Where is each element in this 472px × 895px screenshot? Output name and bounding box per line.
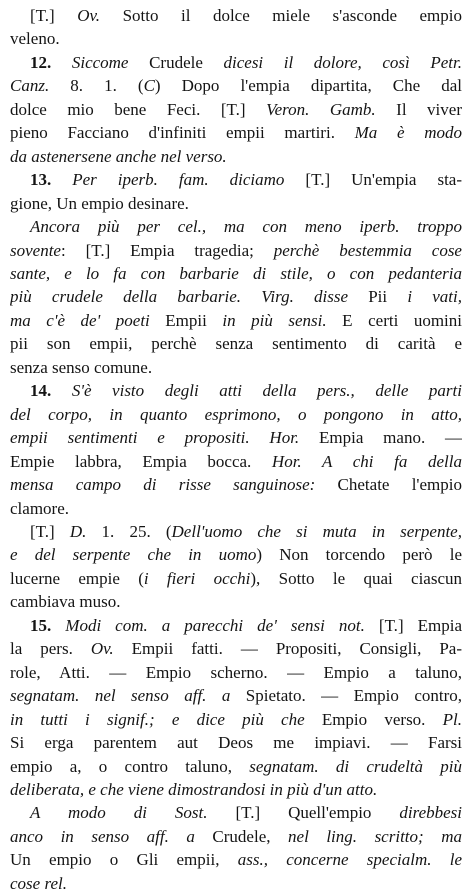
text-segment: Empia mano. — xyxy=(299,428,462,448)
text-segment: D. xyxy=(69,521,87,541)
text-segment: Si erga parentem aut Deos me impiavi. — Farsi xyxy=(10,733,462,753)
text-line xyxy=(10,215,462,238)
text-segment: ] xyxy=(49,6,78,25)
text-segment: Spietato. — Empio contro, xyxy=(230,686,462,706)
text-line xyxy=(10,614,462,637)
text-segment: ] xyxy=(239,99,267,119)
text-segment: Ma è modo xyxy=(354,123,462,143)
text-segment: [ xyxy=(207,803,242,823)
text-segment: i vati, xyxy=(407,287,462,307)
text-line xyxy=(10,637,462,660)
text-segment: segnatam. di crudeltà più xyxy=(249,756,462,776)
text-segment: i fieri occhi xyxy=(143,568,251,588)
section-number: 13. xyxy=(30,170,52,190)
text-segment: Canz. xyxy=(10,76,50,96)
text-line xyxy=(10,309,462,332)
section-number: 15. xyxy=(30,615,52,635)
text-segment: Empii fatti. — Propositi, Consigli, Pa- xyxy=(113,639,462,659)
text-segment: deliberata, e che viene dimostrandosi in più d'un atto. xyxy=(10,779,378,799)
text-line xyxy=(10,450,462,473)
text-segment: C xyxy=(143,76,155,96)
text-segment: Dell'uomo che si muta in serpente, xyxy=(171,521,462,541)
text-segment xyxy=(51,170,72,189)
text-line xyxy=(10,778,462,801)
text-segment: S'è visto degli atti della pers., delle parti xyxy=(71,381,462,401)
text-segment: ] Empia xyxy=(397,615,462,635)
text-segment: Per iperb. fam. diciamo xyxy=(72,170,285,190)
text-line xyxy=(10,708,462,731)
text-line xyxy=(10,27,462,50)
text-segment: role, Atti. — Empio scherno. — Empio a taluno, xyxy=(10,662,462,682)
text-segment: empii sentimenti e propositi. Hor. xyxy=(10,428,300,448)
text-segment: [ xyxy=(30,6,36,25)
text-segment: [ xyxy=(284,170,312,190)
text-line xyxy=(10,801,462,824)
text-segment: Il viver xyxy=(375,99,462,119)
text-segment: anco in senso aff. a xyxy=(10,826,195,846)
text-segment: sovente xyxy=(10,240,61,260)
text-segment: in più sensi. xyxy=(222,310,327,330)
text-line xyxy=(10,168,462,191)
text-segment: Hor. A chi fa della xyxy=(271,451,462,471)
text-segment: sante, e lo fa con barbarie di stile, o con pedanteria xyxy=(10,263,462,283)
text-segment: ] Empia tragedia; xyxy=(104,240,274,260)
text-segment: del corpo, in quanto esprimono, o pongono in atto, xyxy=(10,404,462,424)
text-segment: segnatam. nel senso aff. a xyxy=(10,686,231,706)
tommaseo-mark: T. xyxy=(311,170,325,190)
text-line xyxy=(10,74,462,97)
text-segment xyxy=(51,53,72,72)
text-segment xyxy=(51,381,72,400)
text-line xyxy=(10,543,462,566)
text-segment: Crudele, xyxy=(194,826,289,846)
text-segment: cose rel. xyxy=(10,873,67,893)
text-segment: Modi com. a parecchi de' sensi not. xyxy=(65,615,365,635)
text-line xyxy=(10,684,462,707)
text-segment: empio a, o contro taluno, xyxy=(10,756,250,776)
text-line xyxy=(10,520,462,543)
text-segment: perchè bestemmia cose xyxy=(273,240,462,260)
text-segment: in tutti i signif.; e dice più che xyxy=(10,709,305,729)
text-segment xyxy=(51,616,65,635)
entry-text xyxy=(10,4,462,895)
text-line xyxy=(10,590,462,613)
text-segment: : [ xyxy=(60,240,92,260)
text-line xyxy=(10,567,462,590)
text-segment: Empio verso. xyxy=(304,709,443,729)
text-line xyxy=(10,51,462,74)
text-segment: lucerne empie ( xyxy=(10,568,144,588)
text-line xyxy=(10,731,462,754)
text-line xyxy=(10,755,462,778)
text-segment: Empii xyxy=(149,310,223,330)
text-segment: cambiava muso. xyxy=(10,592,121,612)
text-segment: Crudele xyxy=(128,52,224,72)
text-line xyxy=(10,145,462,168)
tommaseo-mark: T. xyxy=(35,521,50,541)
text-segment: 1. 25. ( xyxy=(86,521,172,541)
text-segment: ) Non torcendo però le xyxy=(256,545,462,565)
text-segment: ass., concerne specialm. le xyxy=(237,850,462,870)
text-line xyxy=(10,661,462,684)
text-segment: pii son empii, perchè senza sentimento di carità e xyxy=(10,334,462,354)
text-line xyxy=(10,379,462,402)
text-segment: clamore. xyxy=(10,498,69,518)
text-line xyxy=(10,872,462,895)
text-segment: Siccome xyxy=(71,52,129,72)
text-line xyxy=(10,192,462,215)
text-segment: [ xyxy=(364,615,385,635)
text-line xyxy=(10,239,462,262)
text-segment: ma c'è de' poeti xyxy=(10,310,150,330)
text-segment: Sotto il dolce miele s'asconde empio xyxy=(100,6,462,25)
text-line xyxy=(10,426,462,449)
text-segment: Un empio o Gli empii, xyxy=(10,850,238,870)
text-line xyxy=(10,285,462,308)
text-segment: ), Sotto le quai ciascun xyxy=(250,568,462,588)
text-line xyxy=(10,121,462,144)
text-segment: Empie labbra, Empia bocca. xyxy=(10,451,272,471)
text-segment: veleno. xyxy=(10,29,60,49)
text-segment: gione, Un empio desinare. xyxy=(10,193,189,213)
text-segment: da astenersene anche nel verso. xyxy=(10,146,227,166)
text-segment: più crudele della barbarie. Virg. disse xyxy=(10,287,349,307)
text-segment: nel ling. scritto; ma xyxy=(288,826,462,846)
text-segment: ] Quell'empio xyxy=(254,803,400,823)
text-segment: senza senso comune. xyxy=(10,357,153,377)
text-line xyxy=(10,497,462,520)
text-segment: Pl. xyxy=(442,709,462,729)
text-segment: ] xyxy=(49,521,70,541)
section-number: 14. xyxy=(30,381,52,401)
text-segment: Ov. xyxy=(90,639,114,659)
tommaseo-mark: T. xyxy=(226,99,240,119)
tommaseo-mark: T. xyxy=(384,615,398,635)
text-segment: Ancora più per cel., ma con meno iperb. troppo xyxy=(30,217,462,237)
tommaseo-mark: T. xyxy=(35,6,50,25)
text-segment: direbbesi xyxy=(399,803,462,823)
text-segment: Veron. Gamb. xyxy=(266,99,376,119)
tommaseo-mark: T. xyxy=(241,803,255,823)
text-segment: ) Dopo l'empia dipartita, Che dal xyxy=(154,76,462,96)
text-line xyxy=(10,848,462,871)
text-segment: dolce mio bene Feci. [ xyxy=(10,99,227,119)
text-line xyxy=(10,4,462,27)
text-segment: mensa campo di risse sanguinose: xyxy=(10,475,316,495)
section-number: 12. xyxy=(30,52,52,72)
text-line xyxy=(10,262,462,285)
text-line xyxy=(10,825,462,848)
text-segment: la pers. xyxy=(10,639,91,659)
text-segment: e del serpente che in uomo xyxy=(10,545,257,565)
text-segment: A modo di Sost. xyxy=(30,803,208,823)
text-segment: dicesi il dolore, così Petr. xyxy=(223,52,462,72)
text-segment: Chetate l'empio xyxy=(315,475,462,495)
text-segment: pieno Facciano d'infiniti empii martiri. xyxy=(10,123,355,143)
text-line xyxy=(10,403,462,426)
text-segment: E certi uomini xyxy=(326,310,462,330)
text-segment: Ov. xyxy=(77,6,101,25)
text-segment: [ xyxy=(30,521,36,541)
text-line xyxy=(10,473,462,496)
text-line xyxy=(10,356,462,379)
text-line xyxy=(10,98,462,121)
text-segment: Pii xyxy=(348,287,408,307)
text-segment: 8. 1. ( xyxy=(49,76,144,96)
text-segment: ] Un'empia sta- xyxy=(324,170,462,190)
tommaseo-mark: T. xyxy=(91,240,105,260)
text-line xyxy=(10,332,462,355)
